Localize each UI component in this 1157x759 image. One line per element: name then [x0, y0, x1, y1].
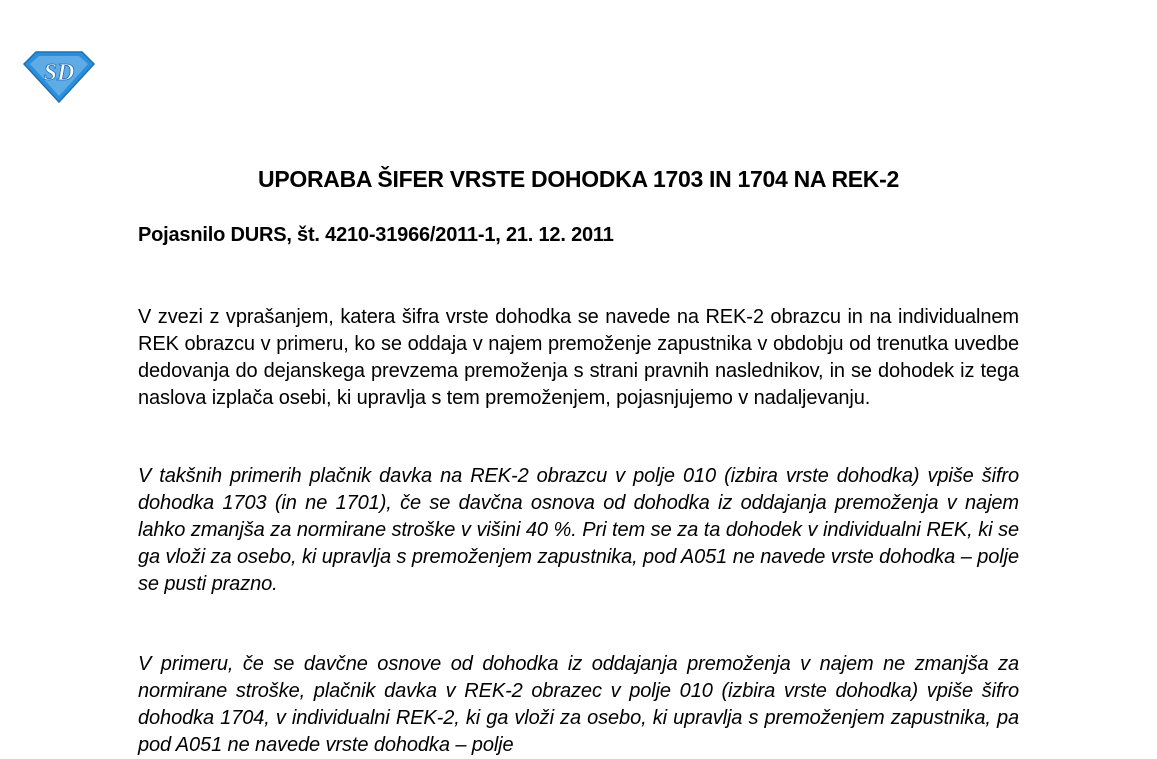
company-logo: [22, 50, 96, 104]
logo-text: SD: [43, 60, 75, 86]
paragraph-intro: V zvezi z vprašanjem, katera šifra vrste dohodka se navede na REK-2 obrazcu in na individualnem REK obrazcu v primeru, ko se oddaja v najem premoženje zapustnika v obdobju od trenutka uvedbe dedovanja do dejanskega prevzema premoženja s strani pravnih naslednikov, in se dohodek iz tega naslova izplača osebi, ki upravlja s tem premoženjem, pojasnjujemo v nadaljevanju.: [138, 306, 1019, 409]
paragraph-code-1704: V primeru, če se davčne osnove od dohodka iz oddajanja premoženja v najem ne zmanjša za normirane stroške, plačnik davka v REK-2 obrazec v polje 010 (izbira vrste dohodka) vpiše šifro dohodka 1704, v individualni REK-2, ki ga vloži za osebo, ki upravlja s premoženjem zapustnika, pa pod A051 ne navede vrste dohodka – polje: [138, 653, 1019, 756]
document-subtitle: Pojasnilo DURS, št. 4210-31966/2011-1, 21. 12. 2011: [138, 224, 614, 246]
paragraph-code-1703: V takšnih primerih plačnik davka na REK-2 obrazcu v polje 010 (izbira vrste dohodka) vpiše šifro dohodka 1703 (in ne 1701), če se davčna osnova od dohodka iz oddajanja premoženja v najem lahko zmanjša za normirane stroške v višini 40 %. Pri tem se za ta dohodek v individualni REK, ki se ga vloži za osebo, ki upravlja s premoženjem zapustnika, pod A051 ne navede vrste dohodka – polje se pusti prazno.: [138, 465, 1019, 595]
document-title: UPORABA ŠIFER VRSTE DOHODKA 1703 IN 1704 NA REK-2: [258, 166, 899, 192]
